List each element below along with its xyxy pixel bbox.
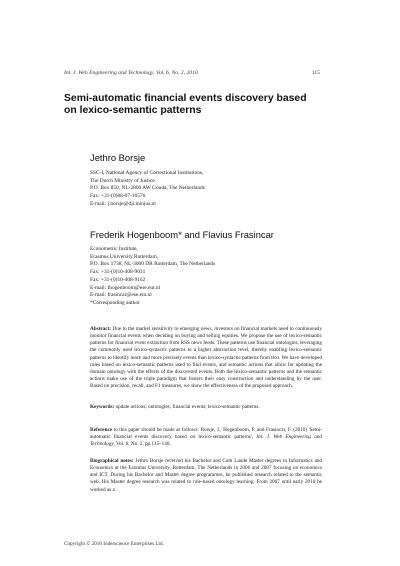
abstract — [90, 326, 322, 390]
abstract-label: Abstract: — [90, 326, 112, 332]
author-affiliation — [90, 246, 215, 308]
keywords-text: update actions; ontologies; financial events; lexico-semantic patterns. — [115, 404, 260, 410]
keywords-label: Keywords: — [90, 404, 115, 410]
author-name: Jethro Borsje — [90, 152, 146, 163]
affiliation-line: SSC-I, National Agency of Correctional Institutions, — [90, 170, 204, 176]
copyright-notice: Copyright © 2010 Inderscience Enterprises Ltd. — [64, 541, 164, 547]
fax-line: Fax: +31-(0)10-408-9162 — [90, 276, 146, 283]
reference-text: to this paper should be made as follows: Borsje, J., Hogenboom, F. and Frasincar, F. (2010) 'Semi-automatic financial events discovery based on lexico-semantic patterns', — [90, 427, 323, 441]
corresponding-author-note: *Corresponding author — [90, 299, 140, 306]
biographical-notes — [90, 458, 322, 494]
affiliation-line: Econometric Institute, — [90, 246, 138, 252]
author-affiliation — [90, 170, 205, 209]
reference-volume: Vol. 6, No. 2, pp.115–140. — [115, 441, 171, 448]
affiliation-line: The Dutch Ministry of Justice, — [90, 177, 157, 184]
keywords — [90, 404, 322, 411]
bio-label: Biographical notes: — [90, 458, 134, 464]
email-line: E-mail: frasincar@ese.eur.nl — [90, 292, 152, 299]
citation-reference — [90, 427, 322, 448]
paper-title: Semi-automatic financial events discovery based on lexico-semantic patterns — [64, 93, 307, 117]
affiliation-line: P.O. Box 1738, NL-3000 DR Rotterdam, The Netherlands — [90, 261, 216, 268]
fax-line: Fax: +31-(0)88-07-16576 — [90, 193, 146, 200]
abstract-text: Due to the market sensitivity to emerging news, investors on financial markets need to continuously monitor financial events when deciding on buying and selling equities. We propose the use of lexico-semantic patterns for financial event extraction from RSS news feeds. These patterns use financial ontologies, leveraging the commonly used lexico-syntactic patterns to a higher abstraction level, thereby enabling lexico-semantic patterns to identify more and more precisely events than lexico-syntactic patterns from text. We have developed rules based on lexico-semantic patterns used to find events, and semantic actions that allow for updating the domain ontology with the effects of the discovered events. Both the lexico-semantic patterns and the semantic actions make use of the triple paradigm that fosters their easy construction and understanding by the user. Based on precision, recall, and F1 measures, we show the effectiveness of the proposed approach. — [90, 326, 323, 390]
journal-name: Int. J. Web Engineering and Technology, — [90, 434, 323, 448]
fax-line: Fax: +31-(0)10-408-9031 — [90, 269, 146, 276]
running-head: Int. J. Web Engineering and Technology, Vol. 6, No. 2, 2010 — [64, 70, 198, 76]
author-name: Frederik Hogenboom* and Flavius Frasincar — [90, 229, 274, 240]
page-number: 115 — [311, 70, 320, 76]
email-line: E-mail: fhogenboom@ese.eur.nl — [90, 284, 161, 291]
bio-text: Jethro Borsje received his Bachelor and Cum Laude Master degrees in Informatics and Economics at the Erasmus University, Rotterdam, The Netherlands in 2006 and 2007 focusing on economics and ICT. During his Bachelor and Master degree programmes, he published research related to the semantic web. His Master degree research was related to rule-based ontology learning. From 2007 until early 2010 he worked as a — [90, 458, 323, 493]
affiliation-line: P.O. Box 850, NL-2800 AW Gouda, The Netherlands — [90, 185, 205, 192]
reference-label: Reference — [90, 427, 113, 433]
affiliation-line: Erasmus University Rotterdam, — [90, 253, 159, 260]
email-line: E-mail: j.borsje@dji.minjus.nl — [90, 200, 156, 207]
